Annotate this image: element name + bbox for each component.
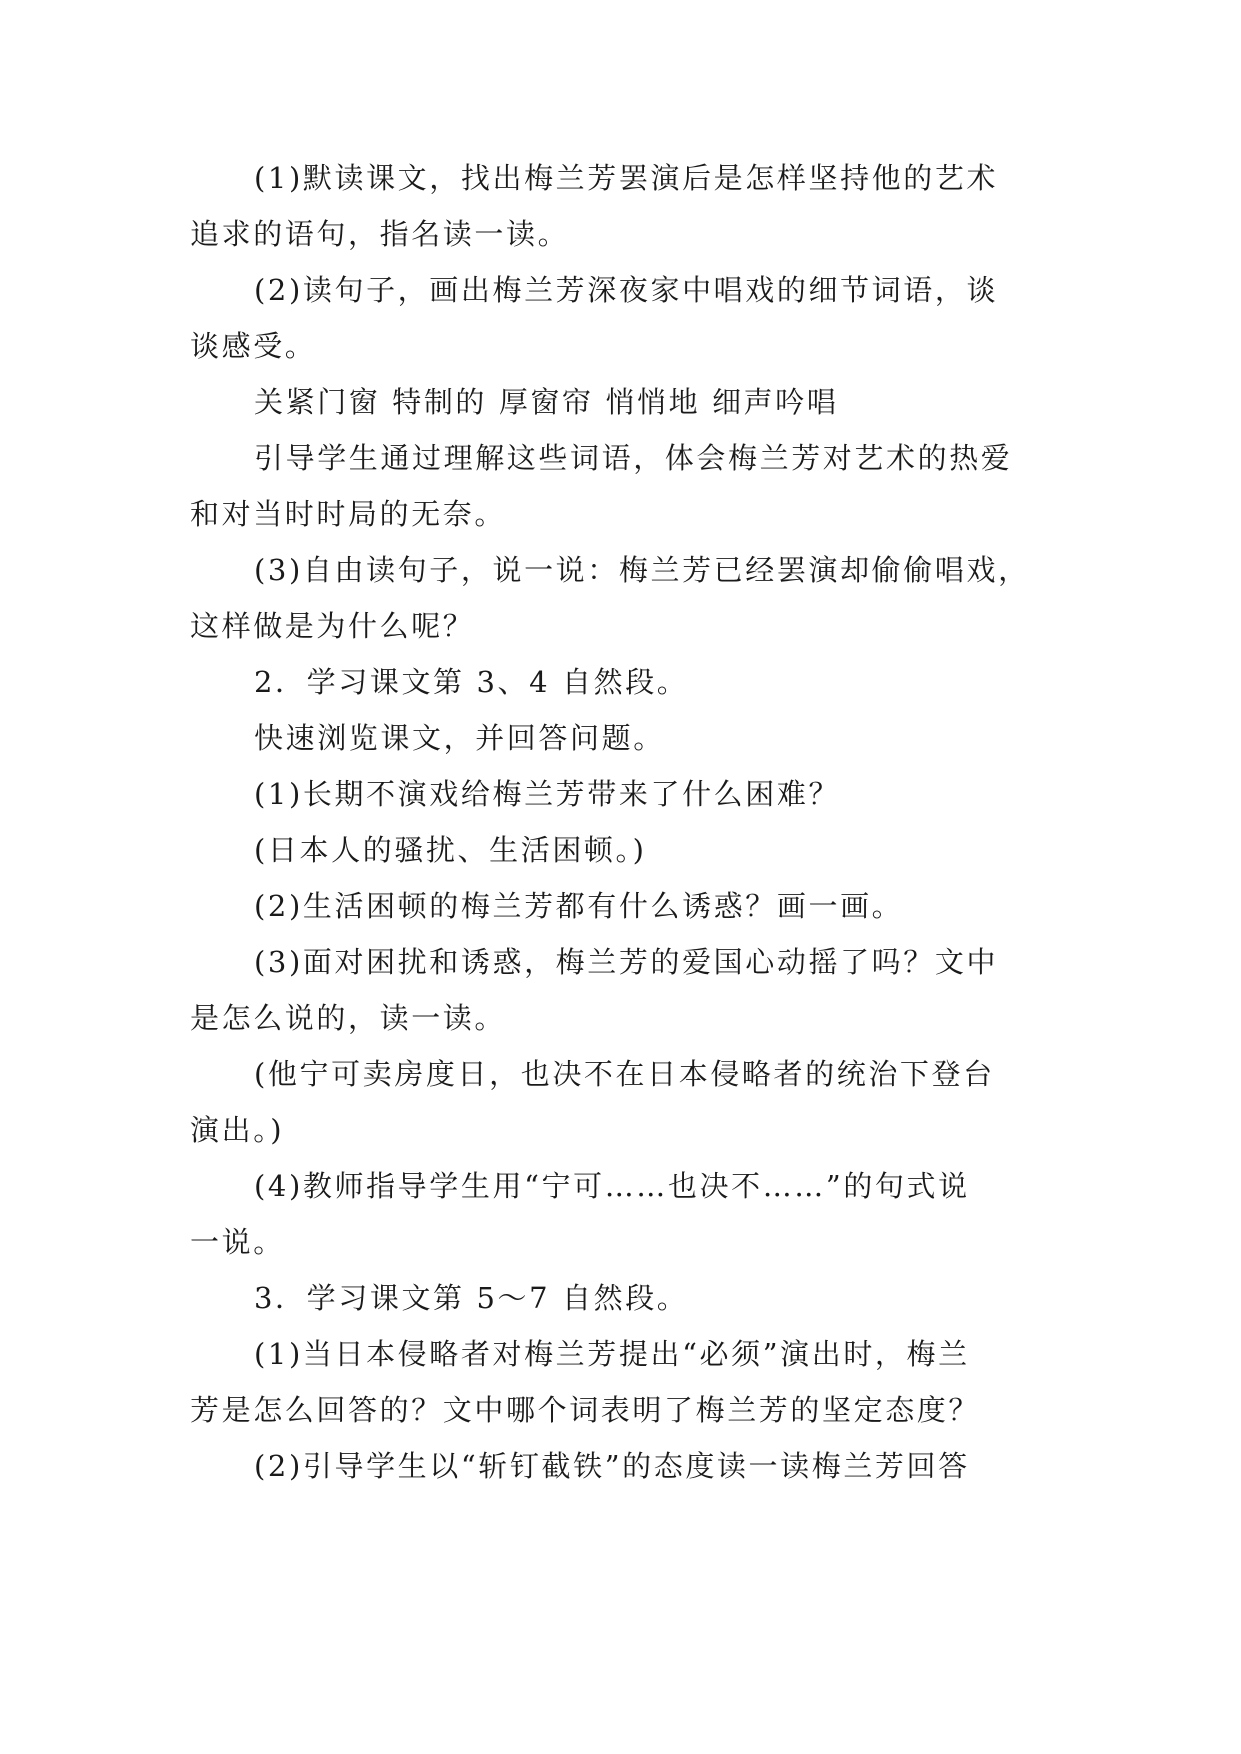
paragraph-line: (3)自由读句子，说一说：梅兰芳已经罢演却偷偷唱戏， xyxy=(254,553,1030,587)
paragraph-line: (日本人的骚扰、生活困顿。) xyxy=(254,833,647,867)
paragraph-line: (3)面对困扰和诱惑，梅兰芳的爱国心动摇了吗？文中 xyxy=(254,945,999,979)
paragraph-line: 芳是怎么回答的？文中哪个词表明了梅兰芳的坚定态度？ xyxy=(190,1393,981,1427)
paragraph-line: (他宁可卖房度日，也决不在日本侵略者的统治下登台 xyxy=(254,1057,995,1091)
paragraph-line: (2)生活困顿的梅兰芳都有什么诱惑？画一画。 xyxy=(254,889,904,923)
paragraph-line: 追求的语句，指名读一读。 xyxy=(190,217,570,251)
paragraph-line: 这样做是为什么呢？ xyxy=(190,609,475,643)
paragraph-line: 和对当时时局的无奈。 xyxy=(190,497,507,531)
paragraph-line: (1)长期不演戏给梅兰芳带来了什么困难？ xyxy=(254,777,841,811)
paragraph-line: (2)读句子，画出梅兰芳深夜家中唱戏的细节词语，谈 xyxy=(254,273,999,307)
paragraph-line: 快速浏览课文，并回答问题。 xyxy=(254,721,665,755)
paragraph-line: (1)当日本侵略者对梅兰芳提出“必须”演出时，梅兰 xyxy=(254,1337,970,1371)
paragraph-line: (2)引导学生以“斩钉截铁”的态度读一读梅兰芳回答 xyxy=(254,1449,970,1483)
keyword-list-line: 关紧门窗 特制的 厚窗帘 悄悄地 细声吟唱 xyxy=(254,385,839,419)
paragraph-line: 是怎么说的，读一读。 xyxy=(190,1001,507,1035)
paragraph-line: 一说。 xyxy=(190,1225,285,1259)
paragraph-line: (1)默读课文，找出梅兰芳罢演后是怎样坚持他的艺术 xyxy=(254,161,999,195)
section-heading: 2．学习课文第 3、4 自然段。 xyxy=(254,665,689,699)
paragraph-line: 谈感受。 xyxy=(190,329,317,363)
paragraph-line: 演出。) xyxy=(190,1113,285,1147)
paragraph-line: (4)教师指导学生用“宁可……也决不……”的句式说 xyxy=(254,1169,970,1203)
section-heading: 3．学习课文第 5～7 自然段。 xyxy=(254,1281,689,1315)
paragraph-line: 引导学生通过理解这些词语，体会梅兰芳对艺术的热爱 xyxy=(254,441,1013,475)
